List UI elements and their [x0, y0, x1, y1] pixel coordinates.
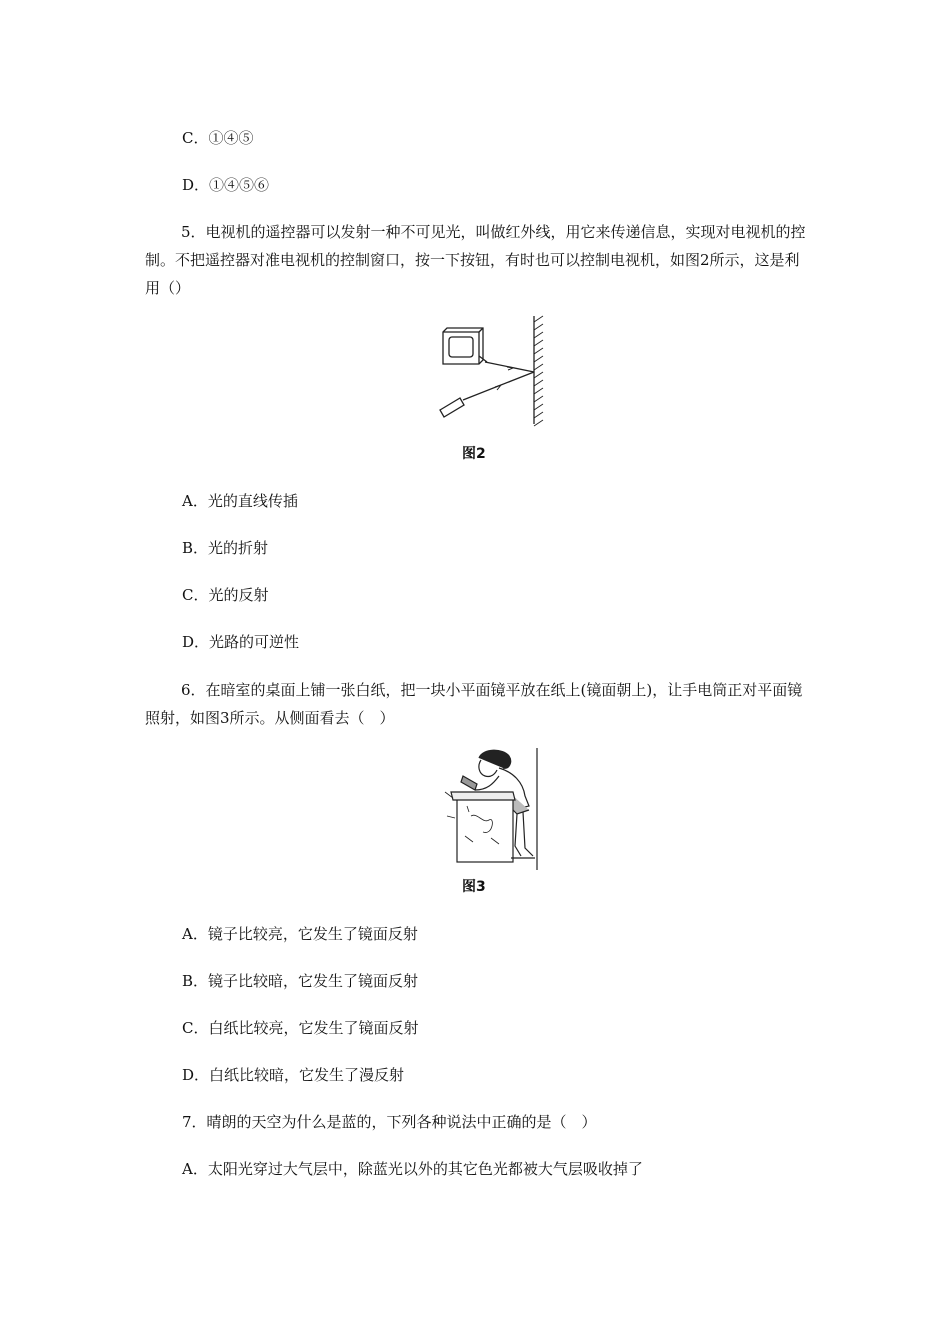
q5-option-a: A．光的直线传插	[182, 492, 298, 510]
question-5-text: 5．电视机的遥控器可以发射一种不可见光，叫做红外线，用它来传递信息，实现对电视机的控制。不把遥控器对准电视机的控制窗口，按一下按钮，有时也可以控制电视机，如图2所示，这是利用（）	[145, 223, 806, 297]
question-7-text: 7．晴朗的天空为什么是蓝的，下列各种说法中正确的是（ ）	[182, 1113, 597, 1131]
q5-option-d: D．光路的可逆性	[182, 633, 300, 651]
q5-option-b: B．光的折射	[182, 539, 269, 557]
figure-2-tv-remote-diagram	[435, 312, 551, 428]
q6-option-c: C．白纸比较亮，它发生了镜面反射	[182, 1019, 419, 1037]
figure-2-caption: 图2	[462, 446, 486, 462]
option-c-prev: C．①④⑤	[182, 129, 254, 147]
q5-option-c: C．光的反射	[182, 586, 269, 604]
q6-option-d: D．白纸比较暗，它发生了漫反射	[182, 1066, 405, 1084]
q6-option-b: B．镜子比较暗，它发生了镜面反射	[182, 972, 419, 990]
q6-option-a: A．镜子比较亮，它发生了镜面反射	[182, 925, 418, 943]
question-6-text: 6．在暗室的桌面上铺一张白纸，把一块小平面镜平放在纸上(镜面朝上)，让手电筒正对平面镜照射，如图3所示。从侧面看去（ ）	[145, 681, 803, 727]
q7-option-a: A．太阳光穿过大气层中，除蓝光以外的其它色光都被大气层吸收掉了	[182, 1160, 643, 1178]
option-d-prev: D．①④⑤⑥	[182, 176, 270, 194]
figure-3-caption: 图3	[462, 879, 486, 895]
figure-3-flashlight-diagram	[443, 746, 539, 872]
